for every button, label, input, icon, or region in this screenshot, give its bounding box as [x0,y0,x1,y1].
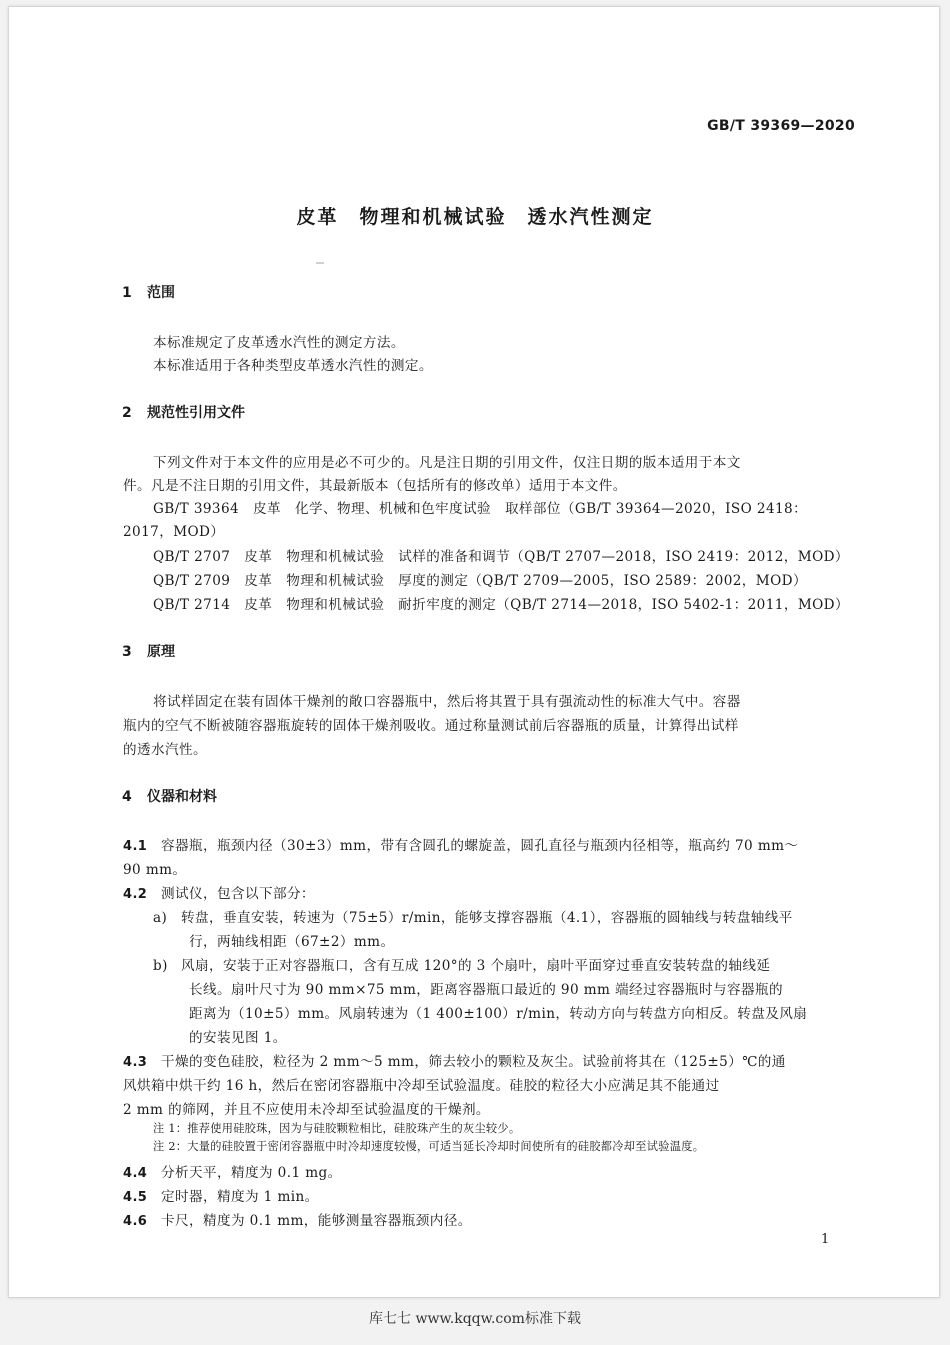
section-number: 1 [122,285,132,301]
section-3-heading [122,641,175,661]
paragraph-line: 将试样固定在装有固体干燥剂的敞口容器瓶中，然后将其置于具有强流动性的标准大气中。容器 [153,694,741,710]
list-item-b [153,954,770,974]
document-title: 皮革 物理和机械试验 透水汽性测定 [296,206,654,228]
clause-4-2 [123,882,315,902]
clause-4-1 [123,834,798,854]
section-title: 规范性引用文件 [147,405,245,421]
clause-line: 风烘箱中烘干约 16 h，然后在密闭容器瓶中冷却至试验温度。硅胶的粒径大小应满足其不能通过 [123,1078,720,1094]
reference-line: QB/T 2709 皮革 物理和机械试验 厚度的测定（QB/T 2709—2005，ISO 2589：2002，MOD） [153,573,807,589]
scan-mark [316,262,324,264]
section-number: 3 [122,644,132,660]
note-2: 注 2：大量的硅胶置于密闭容器瓶中时冷却速度较慢，可适当延长冷却时间使所有的硅胶都冷却至试验温度。 [153,1140,705,1153]
section-number: 2 [122,405,132,421]
section-4-heading [122,786,217,806]
clause-text: 容器瓶，瓶颈内径（30±3）mm，带有含圆孔的螺旋盖，圆孔直径与瓶颈内径相等，瓶高约 70 mm～ [161,838,799,854]
clause-text: 分析天平，精度为 0.1 mg。 [161,1165,342,1181]
clause-text: 干燥的变色硅胶，粒径为 2 mm～5 mm，筛去较小的颗粒及灰尘。试验前将其在（125±5）℃的通 [161,1054,786,1070]
standard-number: GB/T 39369—2020 [707,118,855,134]
reference-line: 2017，MOD） [123,524,225,540]
list-label: a) [153,910,168,926]
section-1-heading [122,282,175,302]
paragraph-line: 本标准适用于各种类型皮革透水汽性的测定。 [153,358,433,374]
clause-text: 定时器，精度为 1 min。 [161,1189,319,1205]
paragraph-line: 件。凡是不注日期的引用文件，其最新版本（包括所有的修改单）适用于本文件。 [123,478,627,494]
download-footer[interactable]: 库七七 www.kqqw.com标准下载 [369,1311,581,1327]
page-number: 1 [821,1232,830,1247]
section-title: 范围 [147,285,175,301]
clause-number: 4.3 [123,1055,148,1070]
list-text: 转盘，垂直安装，转速为（75±5）r/min，能够支撑容器瓶（4.1），容器瓶的圆轴线与转盘轴线平 [181,910,793,926]
section-number: 4 [122,789,132,805]
clause-line: 90 mm。 [123,862,187,878]
clause-text: 卡尺，精度为 0.1 mm，能够测量容器瓶颈内径。 [161,1213,472,1229]
paragraph-line: 下列文件对于本文件的应用是必不可少的。凡是注日期的引用文件，仅注日期的版本适用于本文 [153,455,741,471]
clause-4-5 [123,1185,319,1205]
list-item-a [153,906,793,926]
reference-line: QB/T 2714 皮革 物理和机械试验 耐折牢度的测定（QB/T 2714—2018，ISO 5402-1：2011，MOD） [153,597,849,613]
clause-number: 4.4 [123,1166,148,1181]
list-line: 距离为（10±5）mm。风扇转速为（1 400±100）r/min，转动方向与转盘方向相反。转盘及风扇 [189,1006,808,1022]
section-title: 原理 [147,644,175,660]
clause-number: 4.5 [123,1190,148,1205]
reference-line: QB/T 2707 皮革 物理和机械试验 试样的准备和调节（QB/T 2707—2018，ISO 2419：2012，MOD） [153,549,849,565]
reference-line: GB/T 39364 皮革 化学、物理、机械和色牢度试验 取样部位（GB/T 39364—2020，ISO 2418： [153,501,808,517]
clause-number: 4.2 [123,887,148,902]
clause-number: 4.6 [123,1214,148,1229]
list-line: 的安装见图 1。 [189,1030,287,1046]
clause-number: 4.1 [123,839,148,854]
list-text: 风扇，安装于正对容器瓶口，含有互成 120°的 3 个扇叶，扇叶平面穿过垂直安装转盘的轴线延 [181,958,771,974]
note-1: 注 1：推荐使用硅胶珠，因为与硅胶颗粒相比，硅胶珠产生的灰尘较少。 [153,1122,521,1135]
list-line: 行，两轴线相距（67±2）mm。 [189,934,395,950]
paragraph-line: 的透水汽性。 [123,742,207,758]
clause-4-3 [123,1050,786,1070]
list-line: 长线。扇叶尺寸为 90 mm×75 mm，距离容器瓶口最近的 90 mm 端经过容器瓶时与容器瓶的 [189,982,783,998]
clause-text: 测试仪，包含以下部分： [161,886,315,902]
section-title: 仪器和材料 [147,789,217,805]
clause-4-6 [123,1209,472,1229]
paragraph-line: 本标准规定了皮革透水汽性的测定方法。 [153,335,405,351]
section-2-heading [122,402,245,422]
paragraph-line: 瓶内的空气不断被随容器瓶旋转的固体干燥剂吸收。通过称量测试前后容器瓶的质量，计算得出试样 [123,718,739,734]
clause-4-4 [123,1161,342,1181]
list-label: b) [153,958,168,974]
clause-line: 2 mm 的筛网，并且不应使用未冷却至试验温度的干燥剂。 [123,1102,490,1118]
